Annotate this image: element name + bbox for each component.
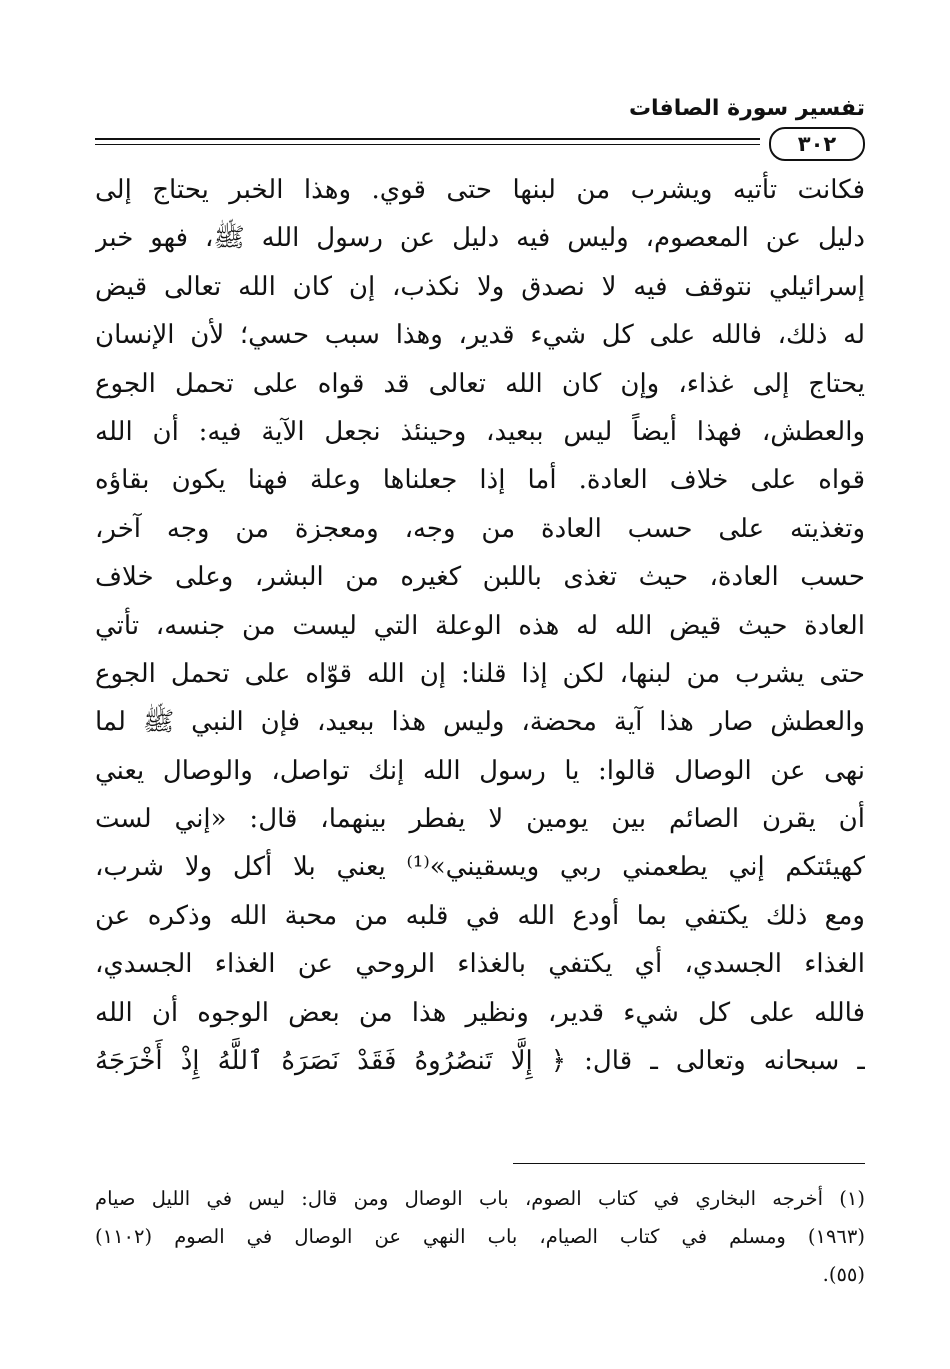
header-rule-thin (95, 144, 760, 145)
text-line: كهيئتكم إني يطعمني ربي ويسقيني»⁽¹⁾ يعني بلا أكل ولا شرب، (95, 852, 865, 883)
page-header (95, 92, 865, 156)
header-rule-thick (95, 138, 760, 140)
running-title: تفسير سورة الصافات (628, 96, 865, 121)
text-line: له ذلك، فالله على كل شيء قدير، وهذا سبب حسي؛ لأن الإنسان (95, 320, 865, 351)
text-line: ـ سبحانه وتعالى ـ قال: ﴿ إِلَّا تَنصُرُوهُ فَقَدْ نَصَرَهُ ٱللَّهُ إِذْ أَخْرَجَهُ (95, 1046, 865, 1077)
text-line: العادة حيث قيض الله له هذه الوعلة التي ليست من جنسه، تأتي (95, 610, 865, 641)
footnote-line: (٥٥). (822, 1263, 865, 1286)
text-line: يحتاج إلى غذاء، وإن كان الله تعالى قد قواه على تحمل الجوع (95, 368, 865, 399)
text-line: حتى يشرب من لبنها، لكن إذا قلنا: إن الله قوّاه على تحمل الجوع (95, 658, 865, 689)
text-line: نهى عن الوصال قالوا: يا رسول الله إنك تواصل، والوصال يعني (95, 755, 865, 786)
text-line: أن يقرن الصائم بين يومين لا يفطر بينهما، قال: «إني لست (95, 804, 865, 835)
text-line: حسب العادة، حيث تغذى باللبن كغيره من البشر، وعلى خلاف (95, 562, 865, 593)
text-line: إسرائيلي نتوقف فيه لا نصدق ولا نكذب، إن كان الله تعالى قيض (95, 271, 865, 302)
text-line: قواه على خلاف العادة. أما إذا جعلناها وعلة فهنا يكون بقاؤه (95, 465, 865, 496)
text-line: ومع ذلك يكتفي بما أودع الله في قلبه من محبة الله وذكره عن (95, 900, 865, 931)
text-line: الغذاء الجسدي، أي يكتفي بالغذاء الروحي عن الغذاء الجسدي، (95, 949, 865, 980)
text-line: والعطش، فهذا أيضاً ليس ببعيد، وحينئذ نجعل الآية فيه: أن الله (95, 416, 865, 447)
text-line: دليل عن المعصوم، وليس فيه دليل عن رسول الله ﷺ، فهو خبر (95, 223, 865, 254)
text-line: فالله على كل شيء قدير، ونظير هذا من بعض الوجوه أن الله (95, 997, 865, 1028)
footnote-line: (١) أخرجه البخاري في كتاب الصوم، باب الوصال ومن قال: ليس في الليل صيام (95, 1187, 865, 1210)
text-line: والعطش صار هذا آية محضة، وليس هذا ببعيد، فإن النبي ﷺ لما (95, 707, 865, 738)
text-line: وتغذيته على حسب العادة من وجه، ومعجزة من وجه آخر، (95, 513, 865, 544)
text-line: فكانت تأتيه ويشرب من لبنها حتى قوي. وهذا الخبر يحتاج إلى (95, 175, 865, 205)
main-text (95, 166, 865, 1085)
footnote-line: (١٩٦٣) ومسلم في كتاب الصيام، باب النهي عن الوصال في الصوم (١١٠٢) (95, 1225, 865, 1248)
footnotes (95, 1180, 865, 1294)
page-number-badge: ٣٠٢ (769, 127, 865, 161)
footnote-separator (513, 1163, 865, 1164)
